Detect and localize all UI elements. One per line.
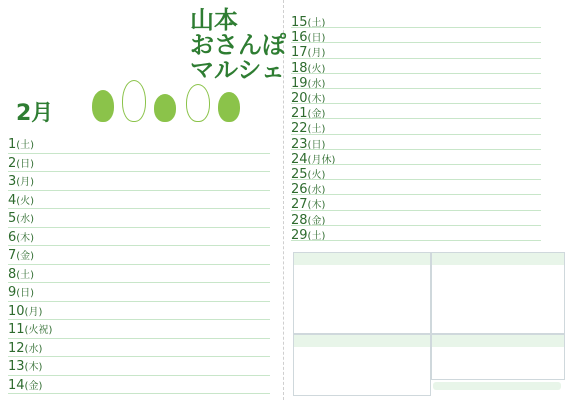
day-divider [8, 153, 270, 154]
day-divider [291, 225, 541, 226]
day-of-week: (水) [307, 185, 326, 197]
day-divider [291, 88, 541, 89]
day-number: 24 [291, 151, 308, 167]
day-label [8, 247, 34, 263]
day-number: 18 [291, 60, 308, 76]
day-divider [8, 393, 270, 394]
day-number: 10 [8, 303, 25, 319]
day-of-week: (金) [16, 251, 35, 262]
day-number: 22 [291, 121, 308, 137]
shop-info-box [431, 334, 565, 380]
day-label [8, 266, 34, 282]
day-of-week: (月) [16, 177, 35, 188]
day-number: 8 [8, 266, 17, 282]
day-of-week: (木) [24, 362, 43, 373]
day-number: 28 [291, 212, 308, 228]
day-number: 5 [8, 211, 17, 226]
day-divider [8, 301, 270, 302]
day-divider [8, 171, 270, 172]
day-label [8, 321, 52, 337]
day-of-week: (土) [307, 230, 326, 242]
day-of-week: (水) [307, 78, 326, 90]
day-number: 13 [8, 359, 25, 374]
day-of-week: (火) [16, 195, 35, 207]
day-divider [291, 42, 541, 43]
day-divider [8, 319, 270, 320]
day-of-week: (金) [307, 215, 326, 227]
day-divider [8, 356, 270, 357]
day-divider [291, 73, 541, 74]
right-page [283, 0, 566, 400]
shop-info-box [293, 334, 431, 396]
day-divider [291, 134, 541, 135]
day-of-week: (日) [16, 158, 35, 170]
shop-info-box [293, 252, 431, 334]
day-divider [291, 194, 541, 195]
day-divider [291, 179, 541, 180]
day-divider [291, 118, 541, 119]
day-of-week: (月) [307, 48, 326, 60]
shop-info-box [431, 252, 565, 334]
day-of-week: (金) [307, 109, 326, 121]
day-divider [291, 27, 541, 28]
day-label [8, 192, 34, 208]
day-number: 12 [8, 340, 25, 356]
day-of-week: (火) [307, 170, 326, 181]
day-number: 21 [291, 106, 308, 122]
day-divider [8, 375, 270, 376]
day-of-week: (火祝) [24, 325, 53, 336]
day-number: 20 [291, 91, 308, 106]
day-of-week: (日) [16, 288, 35, 299]
day-divider [291, 149, 541, 150]
day-number: 9 [8, 285, 17, 300]
day-number: 2 [8, 155, 17, 171]
footer-note [433, 382, 561, 390]
day-of-week: (木) [16, 232, 35, 244]
day-of-week: (月休) [307, 154, 336, 166]
day-label [8, 136, 34, 152]
day-divider [8, 190, 270, 191]
day-divider [291, 103, 541, 104]
day-of-week: (日) [307, 139, 326, 151]
day-of-week: (木) [307, 200, 326, 212]
day-number: 7 [8, 248, 17, 263]
page-title: 山本 おさんぽ マルシェ [190, 6, 286, 84]
day-number: 11 [8, 322, 25, 337]
day-label [8, 377, 42, 393]
day-number: 19 [291, 75, 308, 91]
day-divider [8, 282, 270, 283]
day-number: 25 [291, 167, 308, 182]
day-number: 15 [291, 15, 308, 30]
day-divider [291, 240, 541, 241]
day-label [8, 210, 34, 226]
day-of-week: (日) [307, 33, 326, 45]
day-divider [291, 210, 541, 211]
day-number: 14 [8, 377, 25, 393]
day-number: 3 [8, 174, 17, 189]
day-label [8, 155, 34, 171]
day-number: 17 [291, 45, 308, 61]
day-label [8, 340, 42, 356]
day-label [8, 173, 34, 189]
day-divider [8, 338, 270, 339]
day-divider [291, 58, 541, 59]
day-number: 27 [291, 197, 308, 213]
day-divider [8, 264, 270, 265]
day-number: 23 [291, 136, 308, 152]
day-number: 26 [291, 182, 308, 198]
day-label [8, 284, 34, 300]
day-label [8, 303, 42, 319]
day-number: 29 [291, 227, 308, 243]
day-of-week: (木) [307, 94, 326, 105]
day-label [8, 358, 42, 374]
day-label [8, 229, 34, 245]
tree-illustration [92, 78, 262, 122]
day-divider [8, 245, 270, 246]
day-of-week: (火) [307, 63, 326, 75]
day-divider [8, 208, 270, 209]
day-of-week: (月) [24, 306, 43, 318]
month-label: 2月 [16, 101, 54, 126]
day-divider [8, 227, 270, 228]
day-of-week: (水) [24, 343, 43, 355]
day-of-week: (土) [307, 18, 326, 29]
day-divider [291, 164, 541, 165]
day-number: 4 [8, 192, 17, 208]
day-of-week: (水) [16, 214, 35, 225]
day-number: 1 [8, 137, 17, 152]
day-of-week: (土) [16, 269, 35, 281]
day-number: 16 [291, 30, 308, 46]
day-of-week: (土) [307, 124, 326, 136]
day-of-week: (土) [16, 140, 35, 151]
day-number: 6 [8, 229, 17, 245]
day-of-week: (金) [24, 380, 43, 392]
